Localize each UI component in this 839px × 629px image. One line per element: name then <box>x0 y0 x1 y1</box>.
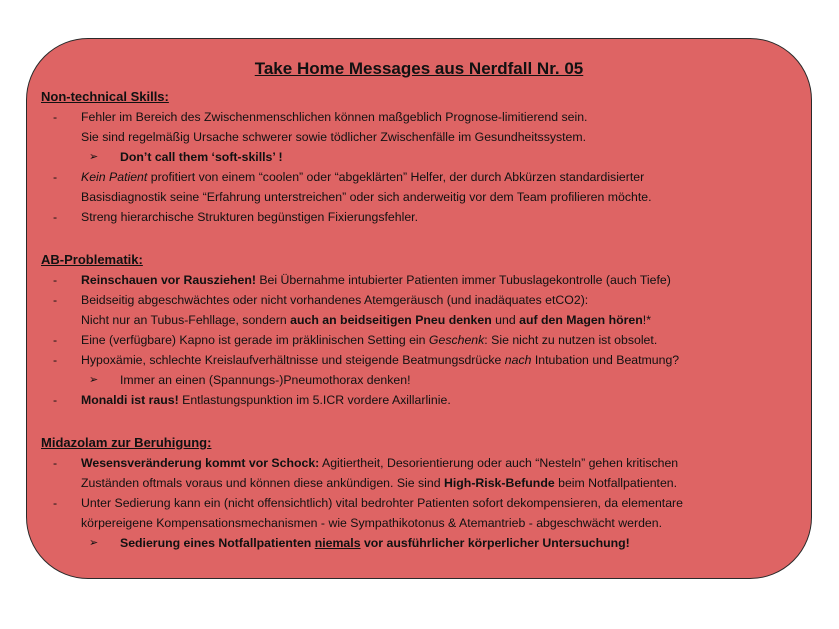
bullet-dash: - <box>53 293 58 307</box>
mida-b1-line1: Wesensveränderung kommt vor Schock: Agitiertheit, Desorientierung oder auch “Nesteln” gehen kritischen <box>81 456 679 470</box>
section-heading-ab: AB-Problematik: <box>41 252 143 267</box>
section-heading-nontech: Non-technical Skills: <box>41 89 169 104</box>
ab-b1: Reinschauen vor Rausziehen! Bei Übernahme intubierter Patienten immer Tubuslagekontrolle (auch Tiefe) <box>81 273 671 287</box>
ab-b2-line1: Beidseitig abgeschwächtes oder nicht vorhandenes Atemgeräusch (und inadäquates etCO2): <box>81 293 589 307</box>
take-home-card <box>26 38 812 579</box>
nontech-b1-line1: Fehler im Bereich des Zwischenmenschlichen können maßgeblich Prognose-limitierend sein. <box>81 110 588 124</box>
ab-b2-line2: Nicht nur an Tubus-Fehllage, sondern auch an beidseitigen Pneu denken und auf den Magen hören!* <box>81 313 651 327</box>
mida-sub: Sedierung eines Notfallpatienten niemals vor ausführlicher körperlicher Untersuchung! <box>120 536 630 550</box>
ab-sub: Immer an einen (Spannungs-)Pneumothorax denken! <box>120 373 411 387</box>
bullet-dash: - <box>53 393 58 407</box>
bullet-dash: - <box>53 273 58 287</box>
ab-b4: Hypoxämie, schlechte Kreislaufverhältnisse und steigende Beatmungsdrücke nach Intubation und Beatmung? <box>81 353 680 367</box>
bullet-dash: - <box>53 496 58 510</box>
bullet-dash: - <box>53 210 58 224</box>
arrow-bullet-icon: ➢ <box>89 151 99 163</box>
bullet-dash: - <box>53 353 58 367</box>
nontech-b2-line1: Kein Patient profitiert von einem “coolen” oder “abgeklärten” Helfer, der durch Abkürzen standardisierter <box>81 170 645 184</box>
mida-b2-line1: Unter Sedierung kann ein (nicht offensichtlich) vital bedrohter Patienten sofort dekompensieren, da elementare <box>81 496 683 510</box>
bullet-dash: - <box>53 456 58 470</box>
bullet-dash: - <box>53 170 58 184</box>
ab-b5: Monaldi ist raus! Entlastungspunktion im 5.ICR vordere Axillarlinie. <box>81 393 451 407</box>
nontech-b2-line2: Basisdiagnostik seine “Erfahrung unterstreichen” oder sich anderweitig vor dem Team profilieren möchte. <box>81 190 652 204</box>
section-heading-mida: Midazolam zur Beruhigung: <box>41 435 212 450</box>
nontech-b1-line2: Sie sind regelmäßig Ursache schwerer sowie tödlicher Zwischenfälle im Gesundheitssystem. <box>81 130 587 144</box>
arrow-bullet-icon: ➢ <box>89 537 99 549</box>
arrow-bullet-icon: ➢ <box>89 374 99 386</box>
page-title: Take Home Messages aus Nerdfall Nr. 05 <box>254 59 584 78</box>
bullet-dash: - <box>53 110 58 124</box>
nontech-sub: Don’t call them ‘soft-skills’ ! <box>120 150 283 164</box>
mida-b1-line2: Zuständen oftmals voraus und können diese ankündigen. Sie sind High-Risk-Befunde beim Notfallpatienten. <box>81 476 678 490</box>
nontech-b3: Streng hierarchische Strukturen begünstigen Fixierungsfehler. <box>81 210 418 224</box>
ab-b3: Eine (verfügbare) Kapno ist gerade im präklinischen Setting ein Geschenk: Sie nicht zu nutzen ist obsolet. <box>81 333 658 347</box>
mida-b2-line2: körpereigene Kompensationsmechanismen - wie Sympathikotonus & Atemantrieb - abgeschwächt werden. <box>81 516 662 530</box>
bullet-dash: - <box>53 333 58 347</box>
